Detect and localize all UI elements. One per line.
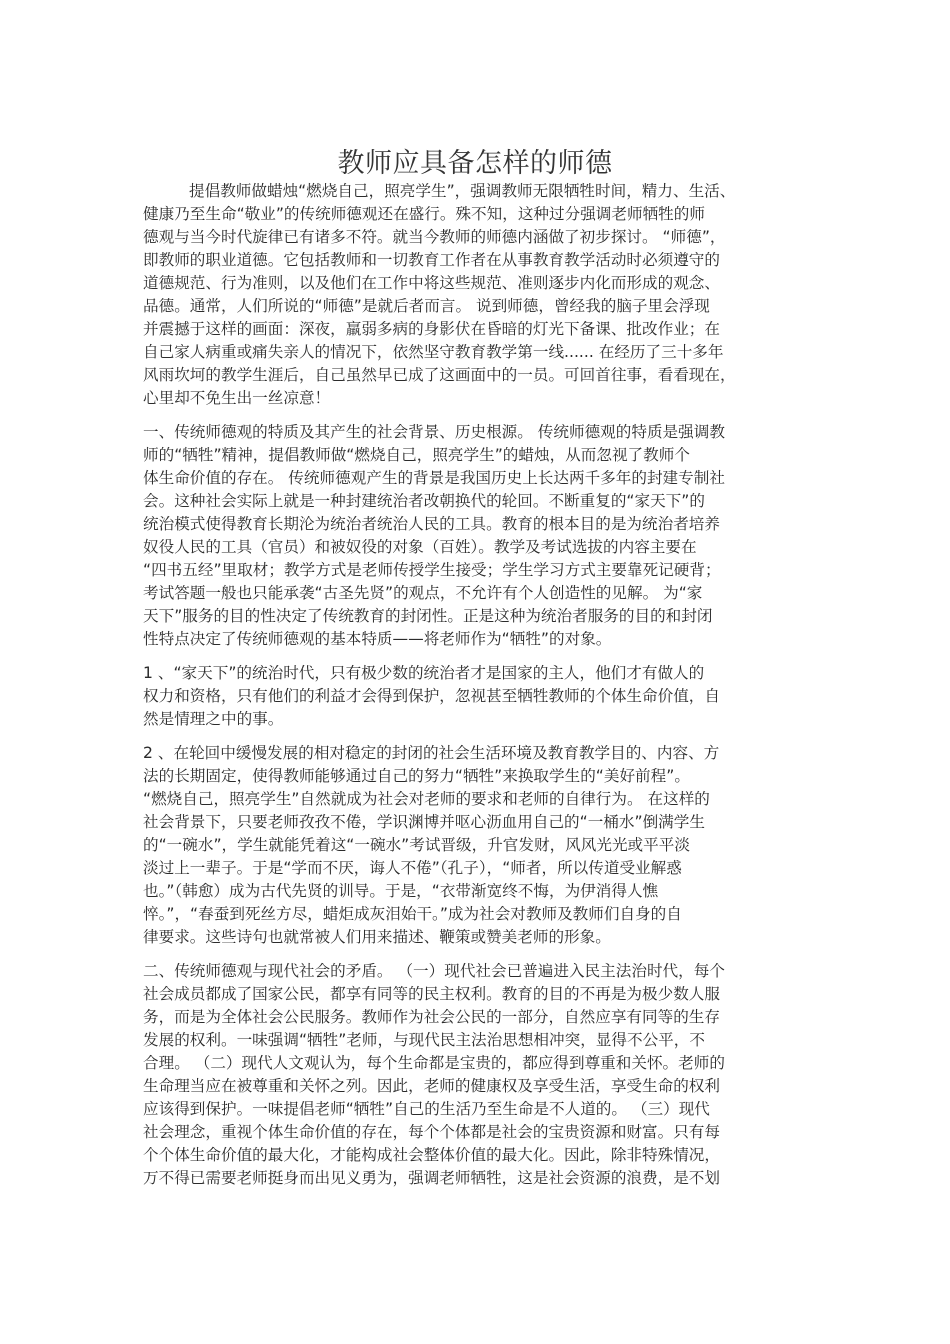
- text-line: 体生命价值的存在。 传统师德观产生的背景是我国历史上长达两千多年的封建专制社: [143, 469, 725, 487]
- text-line: 师的“牺牲”精神，提倡教师做“燃烧自己，照亮学生”的蜡烛，从而忽视了教师个: [143, 446, 690, 464]
- text-line: 社会背景下，只要老师孜孜不倦，学识渊博并呕心沥血用自己的“一桶水”倒满学生: [143, 813, 705, 831]
- text-line: 个个体生命价值的最大化，才能构成社会整体价值的最大化。因此，除非特殊情况，: [143, 1146, 720, 1164]
- text-line: 德观与当今时代旋律已有诸多不符。就当今教师的师德内涵做了初步探讨。 “师德”，: [143, 228, 726, 246]
- text-line: 合理。 （二）现代人文观认为，每个生命都是宝贵的，都应得到尊重和关怀。老师的: [143, 1054, 725, 1072]
- text-line: 道德规范、行为准则，以及他们在工作中将这些规范、准则逐步内化而形成的观念、: [143, 274, 720, 292]
- text-line: 权力和资格，只有他们的利益才会得到保护，忽视甚至牺牲教师的个体生命价值，自: [143, 687, 720, 705]
- text-line: 性特点决定了传统师德观的基本特质——将老师作为“牺牲”的对象。: [143, 630, 612, 648]
- paragraph-section-two: [143, 960, 815, 1190]
- paragraph-point-two: [143, 742, 815, 949]
- text-line: 的“一碗水”，学生就能凭着这“一碗水”考试晋级，升官发财，风风光光或平平淡: [143, 836, 690, 854]
- text-line: 心里却不免生出一丝凉意！: [143, 389, 331, 407]
- text-line: 会。这种社会实际上就是一种封建统治者改朝换代的轮回。不断重复的“家天下”的: [143, 492, 705, 510]
- text-line: 务，而是为全体社会公民服务。教师作为社会公民的一部分，自然应享有同等的生存: [143, 1008, 720, 1026]
- text-line: 考试答题一般也只能承袭“古圣先贤”的观点，不允许有个人创造性的见解。 为“家: [143, 584, 703, 602]
- text-line: 并震撼于这样的画面：深夜，羸弱多病的身影伏在昏暗的灯光下备课、批改作业；在: [143, 320, 720, 338]
- document-title: 教师应具备怎样的师德: [337, 148, 613, 180]
- text-line: 然是情理之中的事。: [143, 710, 284, 728]
- text-line: 提倡教师做蜡烛“燃烧自己，照亮学生”，强调教师无限牺牲时间，精力、生活、: [189, 182, 736, 200]
- text-line: 淡过上一辈子。于是“学而不厌，诲人不倦”（孔子），“师者，所以传道受业解惑: [143, 859, 682, 877]
- text-line: 健康乃至生命“敬业”的传统师德观还在盛行。殊不知，这种过分强调老师牺牲的师: [143, 205, 705, 223]
- paragraph-intro: [143, 180, 815, 410]
- text-line: 社会理念，重视个体生命价值的存在，每个个体都是社会的宝贵资源和财富。只有每: [143, 1123, 720, 1141]
- text-line: 统治模式使得教育长期沦为统治者统治人民的工具。教育的根本目的是为统治者培养: [143, 515, 720, 533]
- text-line: 律要求。这些诗句也就常被人们用来描述、鞭策或赞美老师的形象。: [143, 928, 611, 946]
- text-line: 社会成员都成了国家公民，都享有同等的民主权利。教育的目的不再是为极少数人服: [143, 985, 720, 1003]
- text-line: 应该得到保护。一味提倡老师“牺牲”自己的生活乃至生命是不人道的。 （三）现代: [143, 1100, 710, 1118]
- text-line: 一、传统师德观的特质及其产生的社会背景、历史根源。 传统师德观的特质是强调教: [143, 423, 725, 441]
- text-line: 奴役人民的工具（官员）和被奴役的对象（百姓）。教学及考试选拔的内容主要在: [143, 538, 697, 556]
- text-line: 自己家人病重或痛失亲人的情况下，依然坚守教育教学第一线...... 在经历了三十多年: [143, 343, 724, 361]
- text-line: 即教师的职业道德。它包括教师和一切教育工作者在从事教育教学活动时必须遵守的: [143, 251, 720, 269]
- text-line: 悴。”，“春蚕到死丝方尽，蜡炬成灰泪始干。”成为社会对教师及教师们自身的自: [143, 905, 682, 923]
- paragraph-point-one: [143, 662, 815, 731]
- text-line: 品德。通常，人们所说的“师德”是就后者而言。 说到师德，曾经我的脑子里会浮现: [143, 297, 710, 315]
- text-line: 生命理当应在被尊重和关怀之列。因此，老师的健康权及享受生活，享受生命的权利: [143, 1077, 720, 1095]
- text-line: 风雨坎坷的教学生涯后，自己虽然早已成了这画面中的一员。可回首往事，看看现在，: [143, 366, 736, 384]
- text-line: 1 、“家天下”的统治时代，只有极少数的统治者才是国家的主人，他们才有做人的: [143, 664, 705, 682]
- text-line: 万不得已需要老师挺身而出见义勇为，强调老师牺牲，这是社会资源的浪费，是不划: [143, 1169, 720, 1187]
- text-line: 二、传统师德观与现代社会的矛盾。 （一）现代社会已普遍进入民主法治时代，每个: [143, 962, 725, 980]
- document-body: [143, 180, 815, 1201]
- paragraph-section-one: [143, 421, 815, 651]
- text-line: “四书五经”里取材；教学方式是老师传授学生接受；学生学习方式主要靠死记硬背；: [143, 561, 721, 579]
- text-line: 也。”（韩愈）成为古代先贤的训导。于是，“衣带渐宽终不悔，为伊消得人憔: [143, 882, 659, 900]
- text-line: 发展的权利。一味强调“牺牲”老师，与现代民主法治思想相冲突，显得不公平，不: [143, 1031, 705, 1049]
- text-line: “燃烧自己，照亮学生”自然就成为社会对老师的要求和老师的自律行为。 在这样的: [143, 790, 710, 808]
- text-line: 天下”服务的目的性决定了传统教育的封闭性。正是这种为统治者服务的目的和封闭: [143, 607, 713, 625]
- text-line: 2 、在轮回中缓慢发展的相对稳定的封闭的社会生活环境及教育教学目的、内容、方: [143, 744, 720, 762]
- text-line: 法的长期固定，使得教师能够通过自己的努力“牺牲”来换取学生的“美好前程”。: [143, 767, 690, 785]
